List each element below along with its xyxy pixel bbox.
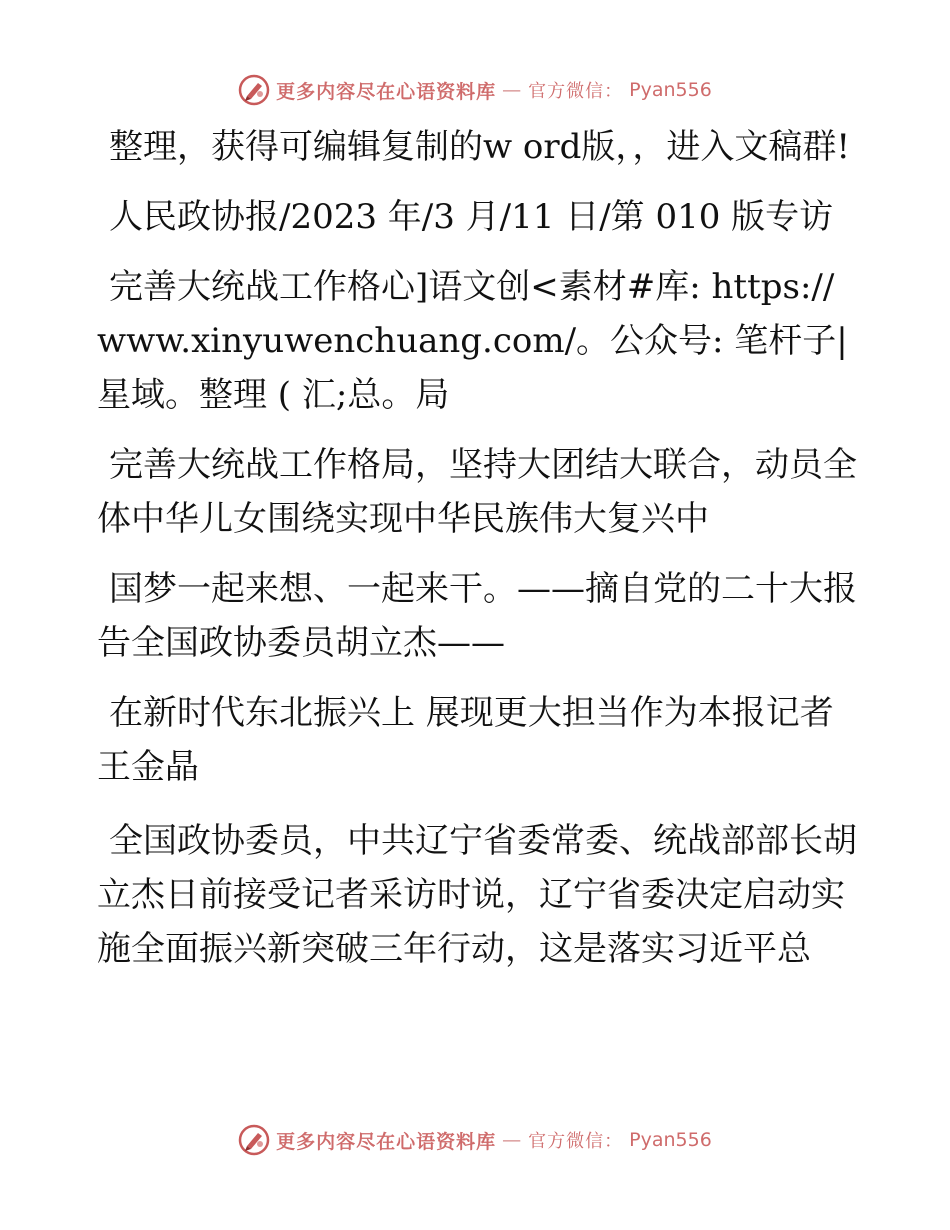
banner-title: 更多内容尽在心语资料库 (276, 1130, 497, 1153)
paragraph-body: 全国政协委员，中共辽宁省委常委、统战部部长胡立杰日前接受记者采访时说，辽宁省委决定启动实施全面振兴新突破三年行动，这是落实习近平总 (97, 821, 857, 969)
paragraph-source: 人民政协报/2023 年/3 月/11 日/第 010 版专访 (109, 197, 834, 237)
banner-wechat-id: Pyan556 (629, 79, 712, 101)
document-body (97, 120, 857, 976)
paragraph-title-watermark: 完善大统战工作格心]语文创<素材#库: https://www.xinyuwenchuang.com/。公众号: 笔杆子|星域。整理 ( 汇;总。局 (97, 267, 848, 415)
banner-wechat-label: 官方微信： (528, 1131, 624, 1152)
header-watermark-banner (0, 70, 950, 110)
banner-wechat-id: Pyan556 (629, 1129, 712, 1151)
paragraph-headline: 在新时代东北振兴上 展现更大担当作为本报记者王金晶 (97, 693, 834, 787)
paragraph-quote: 完善大统战工作格局，坚持大团结大联合，动员全体中华儿女围绕实现中华民族伟大复兴中 (97, 445, 857, 539)
pen-logo-icon (238, 74, 270, 106)
banner-title: 更多内容尽在心语资料库 (276, 80, 497, 103)
paragraph-quote-source: 国梦一起来想、一起来干。——摘自党的二十大报告全国政协委员胡立杰—— (97, 569, 857, 663)
banner-separator: — (502, 1129, 523, 1151)
banner-separator: — (502, 79, 523, 101)
pen-logo-icon (238, 1124, 270, 1156)
banner-wechat-label: 官方微信： (528, 81, 624, 102)
paragraph-intro: 整理，获得可编辑复制的w ord版，，进入文稿群! (109, 127, 851, 167)
footer-watermark-banner (0, 1120, 950, 1160)
